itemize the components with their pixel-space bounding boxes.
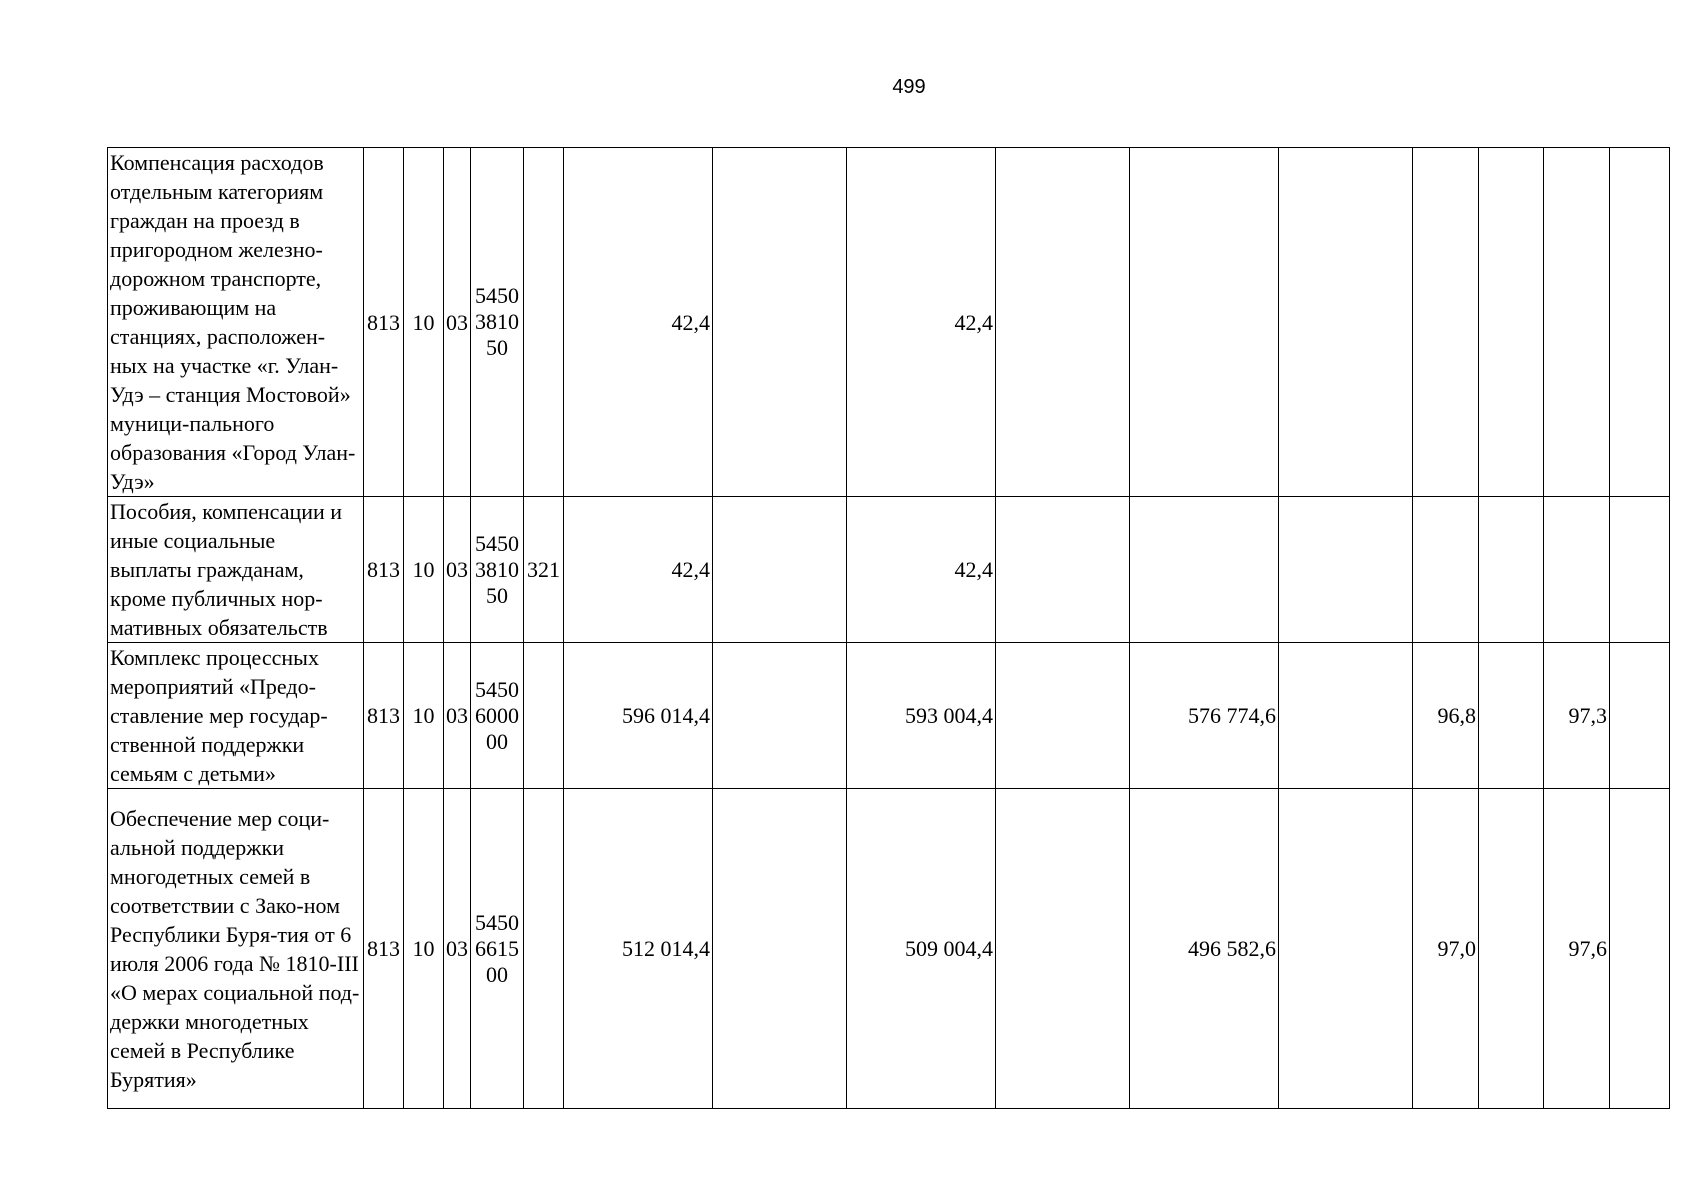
- row-name: Комплекс процессных мероприятий «Предо-ставление мер государ-ственной поддержки семьям с детьми»: [108, 643, 364, 789]
- subsection-code: 03: [444, 497, 471, 643]
- percent-cell: [1479, 789, 1544, 1109]
- percent-cell: [1479, 497, 1544, 643]
- grbs-code: 813: [364, 497, 404, 643]
- percent-cell: [1610, 789, 1670, 1109]
- value-cell: [996, 789, 1130, 1109]
- value-cell: [713, 789, 847, 1109]
- target-article-code: [471, 789, 524, 1109]
- percent-cell: [1413, 497, 1479, 643]
- value-cell: 42,4: [564, 148, 713, 497]
- expense-type-code: [524, 148, 564, 497]
- value-cell: [713, 148, 847, 497]
- percent-cell: [1610, 497, 1670, 643]
- target-article-code: [471, 148, 524, 497]
- value-cell: 576 774,6: [1130, 643, 1279, 789]
- value-cell: [1130, 497, 1279, 643]
- target-article-part: 6615: [475, 935, 519, 961]
- page-number: 499: [892, 76, 926, 98]
- subsection-code: 03: [444, 643, 471, 789]
- percent-cell: [1610, 643, 1670, 789]
- value-cell: 42,4: [564, 497, 713, 643]
- row-name: Обеспечение мер соци-альной поддержки многодетных семей в соответствии с Зако-ном Республики Буря-тия от 6 июля 2006 года № 1810-III «О мерах социальной под-держки многодетных семей в Республике Бурятия»: [108, 789, 364, 1109]
- section-code: 10: [404, 643, 444, 789]
- percent-cell: [1544, 148, 1610, 497]
- grbs-code: 813: [364, 789, 404, 1109]
- grbs-code: 813: [364, 148, 404, 497]
- target-article-part: 5450: [475, 909, 519, 935]
- target-article-part: 50: [486, 582, 508, 608]
- value-cell: [713, 643, 847, 789]
- subsection-code: 03: [444, 148, 471, 497]
- value-cell: [1130, 148, 1279, 497]
- target-article-part: 3810: [475, 556, 519, 582]
- section-code: 10: [404, 148, 444, 497]
- percent-cell: [1479, 643, 1544, 789]
- expense-type-code: [524, 789, 564, 1109]
- table-row: [108, 148, 1670, 497]
- target-article-part: 6000: [475, 702, 519, 728]
- table-row: [108, 789, 1670, 1109]
- value-cell: [1279, 643, 1413, 789]
- value-cell: 509 004,4: [847, 789, 996, 1109]
- value-cell: 512 014,4: [564, 789, 713, 1109]
- target-article-part: 5450: [475, 676, 519, 702]
- percent-cell: 97,3: [1544, 643, 1610, 789]
- target-article-part: 5450: [475, 283, 519, 308]
- expense-type-code: 321: [524, 497, 564, 643]
- target-article-part: 3810: [475, 309, 519, 334]
- percent-cell: 97,0: [1413, 789, 1479, 1109]
- value-cell: [713, 497, 847, 643]
- row-name: Пособия, компенсации и иные социальные выплаты гражданам, кроме публичных нор-мативных обязательств: [108, 497, 364, 643]
- target-article-code: [471, 497, 524, 643]
- value-cell: [1279, 789, 1413, 1109]
- value-cell: [1279, 148, 1413, 497]
- percent-cell: [1479, 148, 1544, 497]
- percent-cell: 96,8: [1413, 643, 1479, 789]
- table-row: [108, 497, 1670, 643]
- subsection-code: 03: [444, 789, 471, 1109]
- section-code: 10: [404, 497, 444, 643]
- value-cell: [996, 643, 1130, 789]
- value-cell: 496 582,6: [1130, 789, 1279, 1109]
- value-cell: 593 004,4: [847, 643, 996, 789]
- value-cell: 42,4: [847, 497, 996, 643]
- section-code: 10: [404, 789, 444, 1109]
- budget-table: [107, 147, 1670, 1109]
- row-name: Компенсация расходов отдельным категориям граждан на проезд в пригородном железно-дорожном транспорте, проживающим на станциях, расположен-ных на участке «г. Улан-Удэ – станция Мостовой» муници-пального образования «Город Улан-Удэ»: [108, 148, 364, 497]
- percent-cell: [1413, 148, 1479, 497]
- percent-cell: [1544, 497, 1610, 643]
- table-row: [108, 643, 1670, 789]
- grbs-code: 813: [364, 643, 404, 789]
- percent-cell: 97,6: [1544, 789, 1610, 1109]
- percent-cell: [1610, 148, 1670, 497]
- target-article-part: 00: [486, 961, 508, 987]
- expense-type-code: [524, 643, 564, 789]
- value-cell: [996, 148, 1130, 497]
- value-cell: [1279, 497, 1413, 643]
- target-article-part: 50: [486, 335, 508, 360]
- value-cell: 42,4: [847, 148, 996, 497]
- target-article-part: 00: [486, 728, 508, 754]
- target-article-code: [471, 643, 524, 789]
- value-cell: [996, 497, 1130, 643]
- target-article-part: 5450: [475, 530, 519, 556]
- value-cell: 596 014,4: [564, 643, 713, 789]
